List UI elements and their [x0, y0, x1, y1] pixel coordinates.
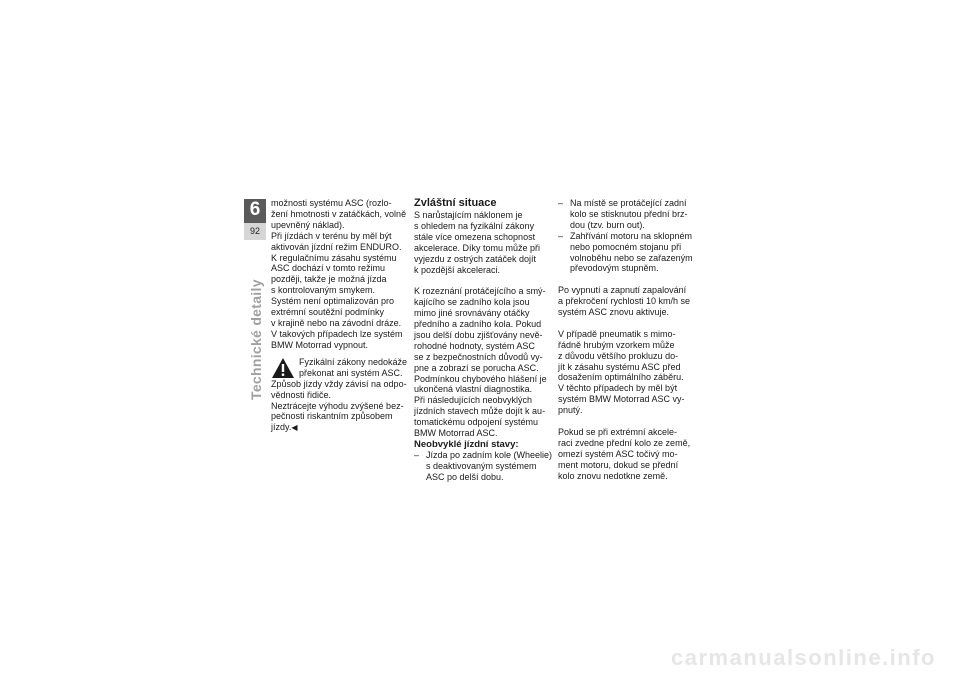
column-1	[271, 198, 411, 434]
col2-para1: S narůstajícím náklonem je s ohledem na fyzikální zákony stále více omezena schopnost akcelerace. Díky tomu může při vyjezdu z ostrých zatáček dojít k pozdější akceleraci.	[414, 210, 541, 275]
warning-block	[271, 357, 411, 379]
col3-para2: V případě pneumatik s mimo- řádně hrubým vzorkem může z důvodu většího prokluzu do- jít k zásahu systému ASC před dosažením optimálního záběru. V těchto případech by měl být systém BMW Motorrad ASC vy- pnutý.	[558, 328, 685, 416]
warning-triangle-icon	[271, 357, 295, 379]
unusual-states-list	[414, 450, 556, 483]
col3-para3: Pokud se při extrémní akcele- raci zvedne přední kolo ze země, omezí systém ASC točivý mo- ment motoru, dokud se přední kolo znovu nedotkne země.	[558, 426, 691, 481]
list-item: – Zahřívání motoru na sklopném nebo pomocném stojanu při volnoběhu nebo se zařazeným převodovým stupněm.	[558, 230, 693, 274]
col3-para1: Po vypnutí a zapnutí zapalování a překročení rychlosti 10 km/h se systém ASC znovu aktivuje.	[558, 285, 691, 318]
column-2	[414, 196, 556, 483]
col1-text: možnosti systému ASC (rozlo- žení hmotnosti v zatáčkách, volně upevněný náklad). Při jízdách v terénu by měl být aktivován jízdní režim ENDURO. K regulačnímu zásahu systému ASC dochází v tomto režimu později, takže je možná jízda s kontrolovaným smykem. Systém není optimalizován pro extrémní soutěžní podmínky v krajině nebo na závodní dráze. V takových případech lze systém BMW Motorrad vypnout.	[271, 198, 407, 350]
list-item: – Jízda po zadním kole (Wheelie) s deaktivovaným systémem ASC po delší dobu.	[414, 450, 553, 482]
unusual-states-list-cont	[558, 198, 703, 274]
chapter-tab	[244, 199, 266, 240]
end-mark-icon: ◀	[291, 423, 298, 433]
warning-text: překonat ani systém ASC.	[299, 367, 403, 378]
col1-after-text: Způsob jízdy vždy závisí na odpo- vědnosti řidiče. Neztrácejte výhodu zvýšené bez- pečnosti riskantním způsobem jízdy.◀	[271, 378, 407, 433]
section-heading: Zvláštní situace	[414, 197, 497, 209]
warning-text: Fyzikální zákony nedokáže	[299, 356, 408, 367]
subheading: Neobvyklé jízdní stavy:	[414, 439, 519, 451]
col2-para2: K rozeznání protáčejícího a smý- kajícího se zadního kola jsou mimo jiné srovnávány otáčky předního a zadního kola. Pokud jsou delší dobu zjišťovány nevě- rohodné hodnoty, systém ASC se z bezpečnostních důvodů vy- pne a zobrazí se porucha ASC. Podmínkou chybového hlášení je ukončená vlastní diagnostika. Při následujících neobvyklých jízdních stavech může dojít k au- tomatickému odpojení systému BMW Motorrad ASC.	[414, 286, 547, 439]
chapter-number: 6	[249, 199, 261, 220]
page-number: 92	[244, 223, 266, 240]
section-label: Technické detaily	[248, 279, 264, 400]
watermark: carmanualsonline.info	[671, 645, 936, 670]
column-3	[558, 198, 703, 482]
list-item: – Na místě se protáčející zadní kolo se stisknutou přední brz- dou (tzv. burn out).	[558, 198, 688, 230]
